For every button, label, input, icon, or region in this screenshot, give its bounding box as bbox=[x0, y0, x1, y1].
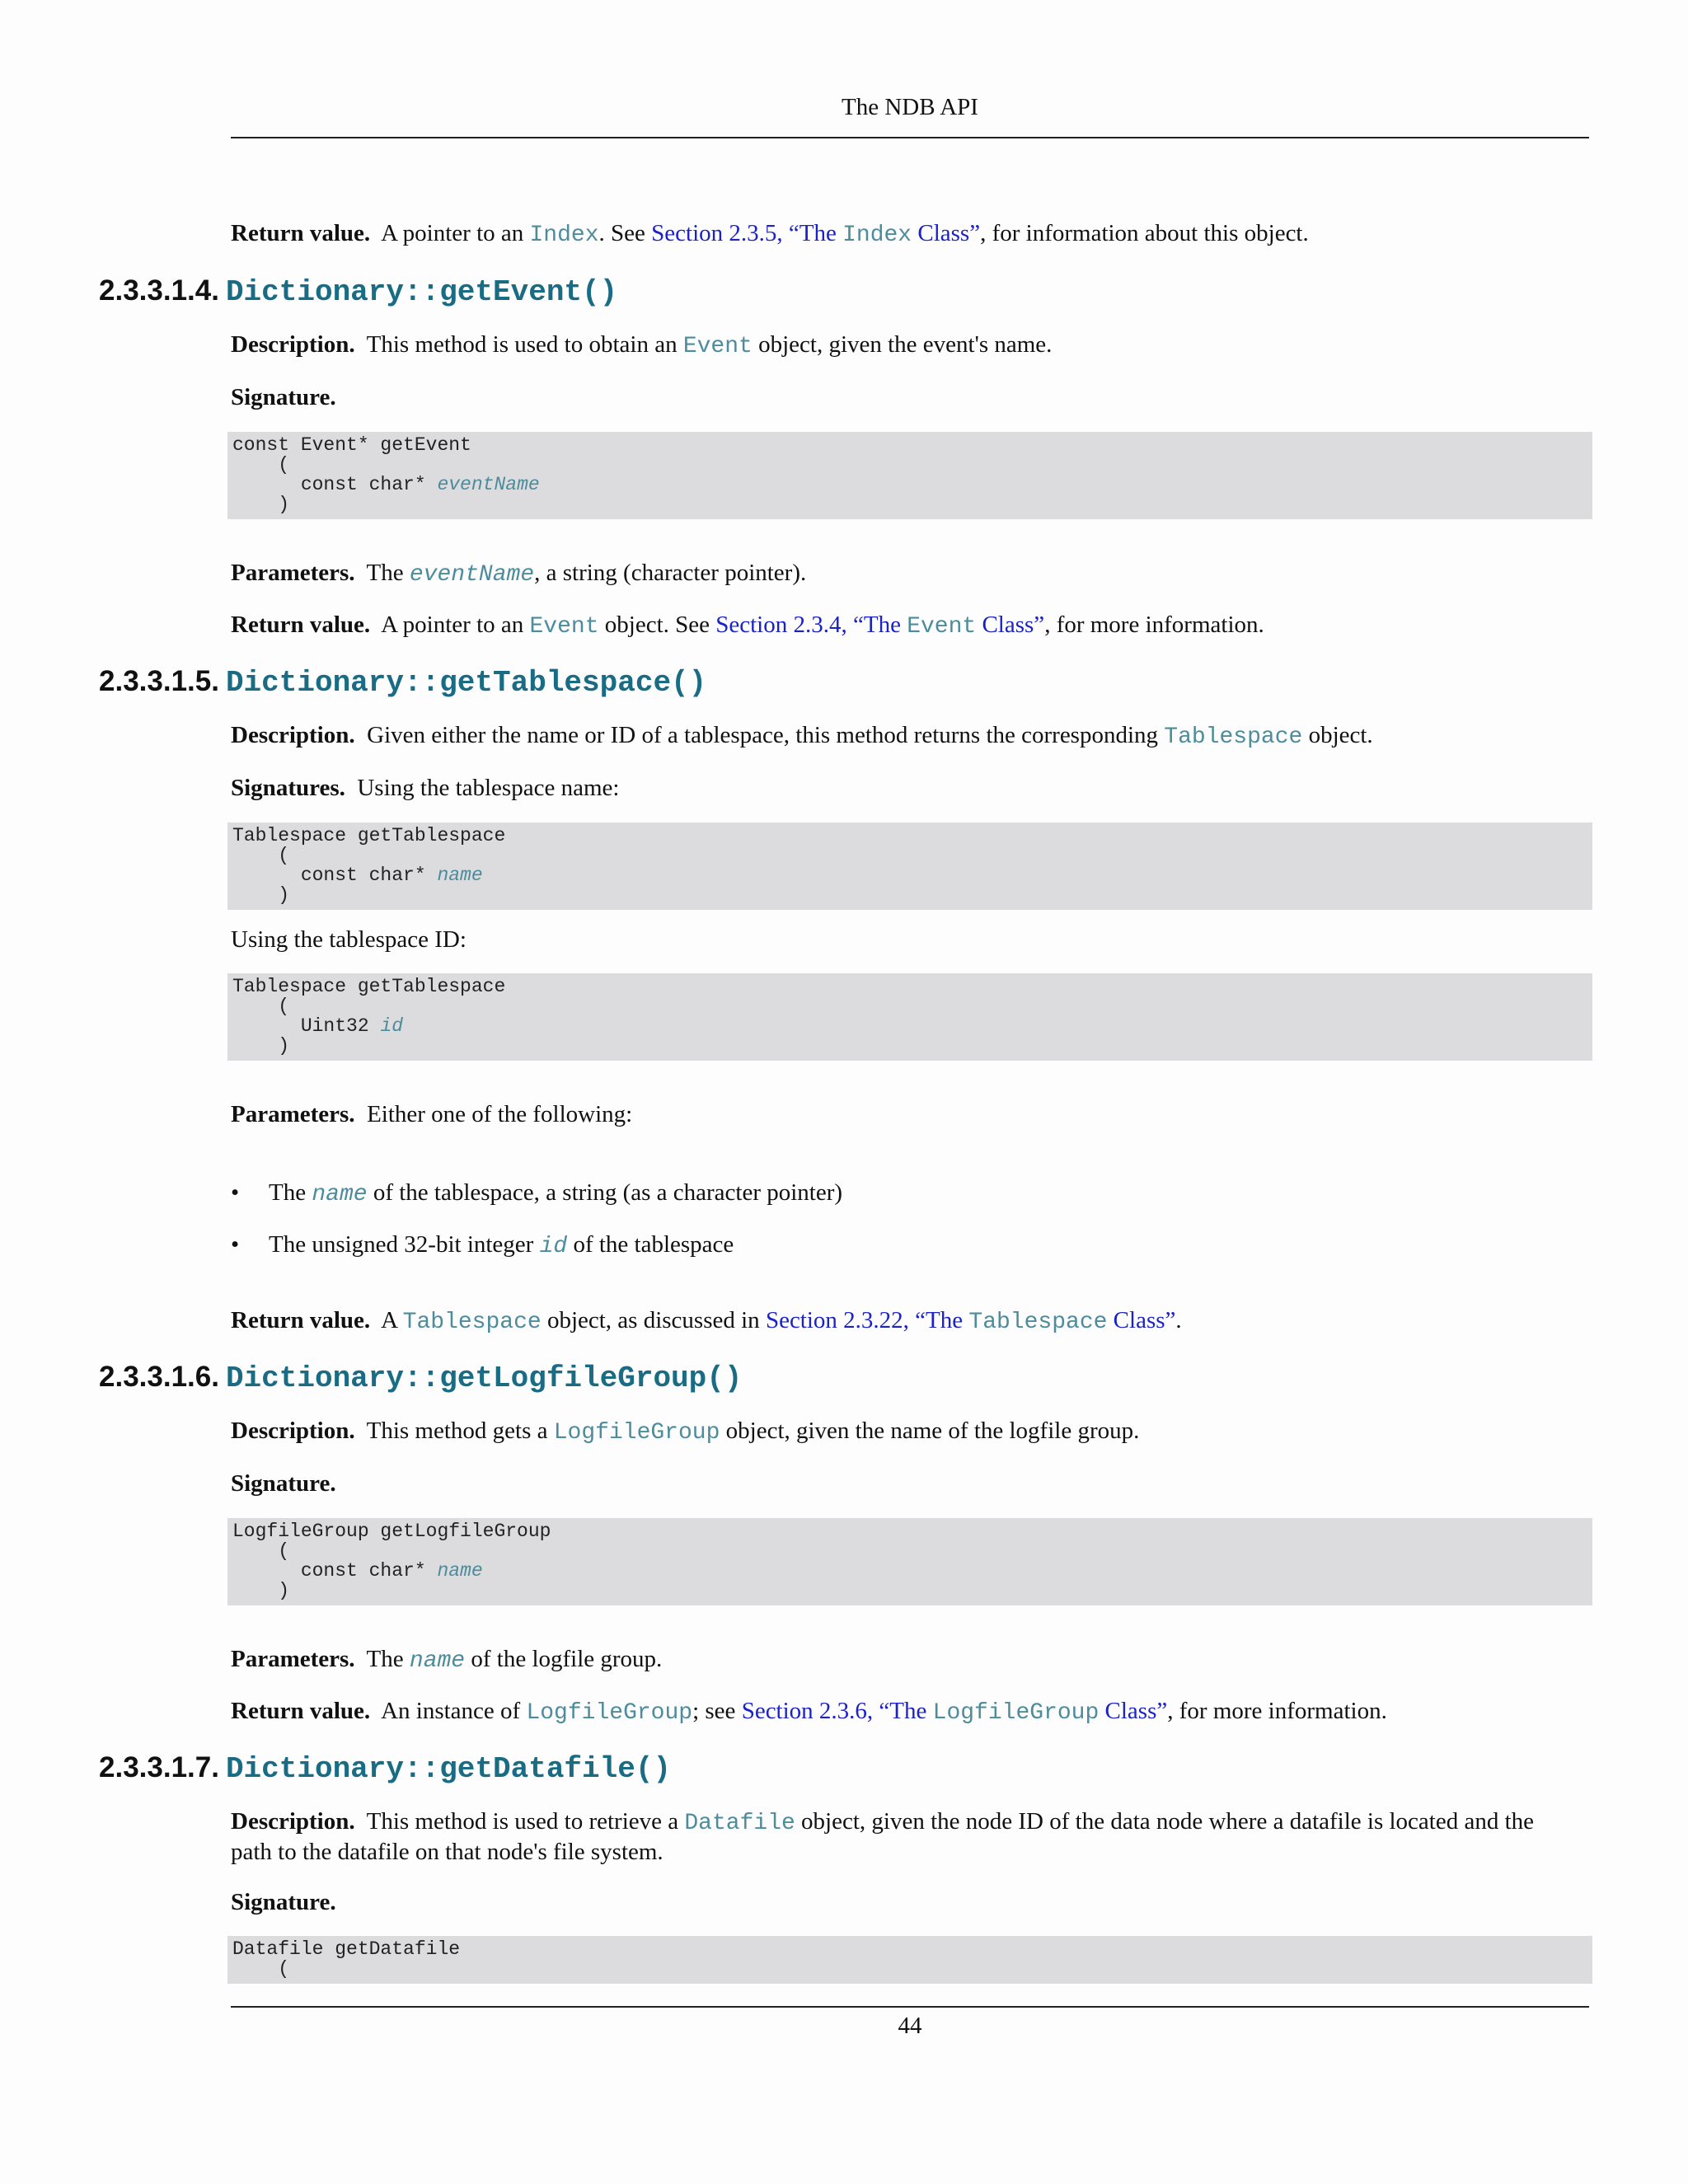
getevent-return-value bbox=[231, 611, 1566, 641]
text: Using the tablespace name: bbox=[357, 775, 620, 801]
section-title: Dictionary::getEvent() bbox=[225, 275, 618, 309]
label: Signatures. bbox=[231, 775, 345, 801]
code-param: name bbox=[437, 1560, 483, 1582]
text: A bbox=[381, 1307, 403, 1333]
label: Signature. bbox=[231, 384, 336, 410]
getdatafile-description bbox=[231, 1807, 1566, 1866]
code-block-getdatafile bbox=[227, 1936, 1592, 1984]
section-link-event[interactable]: Section 2.3.4, “The Event Class” bbox=[715, 612, 1045, 640]
label: Signature. bbox=[231, 1889, 336, 1915]
text: A pointer to an bbox=[381, 220, 530, 246]
inline-code: Tablespace bbox=[1164, 724, 1303, 750]
text: ; see bbox=[692, 1698, 742, 1724]
code-line: ( bbox=[232, 845, 290, 866]
code-block-getlogfilegroup bbox=[227, 1518, 1592, 1605]
page-header: The NDB API bbox=[842, 94, 978, 120]
inline-code: Index bbox=[529, 223, 599, 248]
text: This method is used to retrieve a bbox=[366, 1808, 685, 1835]
param-code: name bbox=[409, 1648, 466, 1674]
text: Either one of the following: bbox=[367, 1101, 633, 1127]
code-param: name bbox=[437, 865, 483, 886]
label: Signature. bbox=[231, 1470, 336, 1497]
code-line: const char* name bbox=[232, 1560, 483, 1582]
inline-code: LogfileGroup bbox=[553, 1420, 720, 1446]
label: Return value. bbox=[231, 220, 371, 246]
code-block-gettablespace-name bbox=[227, 823, 1592, 910]
code-line: ( bbox=[232, 1958, 290, 1980]
code-line: const char* eventName bbox=[232, 474, 540, 495]
code-block-gettablespace-id bbox=[227, 973, 1592, 1061]
gettablespace-return-value bbox=[231, 1306, 1566, 1337]
section-number: 2.3.3.1.5. bbox=[99, 665, 219, 697]
getlogfilegroup-return-value bbox=[231, 1697, 1566, 1727]
text: A pointer to an bbox=[381, 612, 530, 638]
code-line: ( bbox=[232, 996, 290, 1017]
code-param: eventName bbox=[437, 474, 540, 495]
text: object. bbox=[1302, 722, 1373, 748]
label: Description. bbox=[231, 331, 355, 358]
section-link-tablespace[interactable]: Section 2.3.22, “The Tablespace Class” bbox=[765, 1307, 1176, 1335]
inline-code: Event bbox=[682, 334, 753, 359]
section-link-index[interactable]: Section 2.3.5, “The Index Class” bbox=[651, 220, 981, 248]
text: The bbox=[366, 560, 410, 586]
text: , for more information. bbox=[1167, 1698, 1387, 1724]
label: Parameters. bbox=[231, 1101, 355, 1127]
text: . See bbox=[598, 220, 652, 246]
text: object, given the event's name. bbox=[752, 331, 1053, 358]
label: Description. bbox=[231, 722, 355, 748]
text: This method is used to obtain an bbox=[366, 331, 683, 358]
text: , for more information. bbox=[1044, 612, 1264, 638]
code-line: ( bbox=[232, 454, 290, 476]
label: Return value. bbox=[231, 612, 371, 638]
text: object, given the node ID of the data node where a datafile is located and the path to the datafile on that node's file system. bbox=[231, 1808, 1535, 1865]
text: Given either the name or ID of a tablespace, this method returns the corresponding bbox=[367, 722, 1165, 748]
label: Return value. bbox=[231, 1698, 371, 1724]
text: , for information about this object. bbox=[980, 220, 1309, 246]
inline-code: Event bbox=[529, 614, 599, 640]
text: object. See bbox=[598, 612, 716, 638]
section-link-logfilegroup[interactable]: Section 2.3.6, “The LogfileGroup Class” bbox=[741, 1698, 1168, 1726]
section-heading-getdatafile bbox=[99, 1750, 1582, 1788]
gettablespace-signatures bbox=[231, 774, 1566, 802]
code-line: Datafile getDatafile bbox=[232, 1938, 461, 1960]
section-number: 2.3.3.1.6. bbox=[99, 1361, 219, 1393]
section-title: Dictionary::getLogfileGroup() bbox=[225, 1361, 743, 1395]
inline-code: Datafile bbox=[684, 1811, 795, 1836]
getevent-description bbox=[231, 330, 1566, 361]
text: , a string (character pointer). bbox=[534, 560, 807, 586]
code-line: Tablespace getTablespace bbox=[232, 976, 506, 997]
text: Using the tablespace ID: bbox=[231, 926, 467, 953]
list-item-text: The name of the tablespace, a string (as a character pointer) bbox=[269, 1179, 843, 1207]
code-block-getevent bbox=[227, 432, 1592, 519]
param-code: eventName bbox=[409, 562, 535, 588]
code-line: ) bbox=[232, 1580, 290, 1601]
intro-return-value bbox=[231, 219, 1566, 250]
section-title: Dictionary::getTablespace() bbox=[225, 666, 707, 700]
section-number: 2.3.3.1.4. bbox=[99, 274, 219, 307]
inline-code: Tablespace bbox=[402, 1310, 542, 1335]
label: Parameters. bbox=[231, 1646, 355, 1672]
text: . bbox=[1175, 1307, 1182, 1333]
list-item-text: The unsigned 32-bit integer id of the tablespace bbox=[269, 1231, 734, 1259]
bullet-icon: • bbox=[231, 1179, 240, 1206]
bullet-icon: • bbox=[231, 1231, 240, 1258]
getevent-signature-label bbox=[231, 383, 1566, 411]
label: Description. bbox=[231, 1808, 355, 1835]
page-number: 44 bbox=[898, 2013, 922, 2039]
label: Return value. bbox=[231, 1307, 371, 1333]
code-line: Uint32 id bbox=[232, 1015, 404, 1037]
section-title: Dictionary::getDatafile() bbox=[225, 1752, 672, 1786]
text: of the logfile group. bbox=[465, 1646, 663, 1672]
section-heading-getevent bbox=[99, 273, 1582, 311]
section-number: 2.3.3.1.7. bbox=[99, 1751, 219, 1783]
code-line: Tablespace getTablespace bbox=[232, 825, 506, 846]
getlogfilegroup-signature-label bbox=[231, 1469, 1566, 1497]
text: object, as discussed in bbox=[541, 1307, 766, 1333]
text: The bbox=[366, 1646, 410, 1672]
getevent-parameters bbox=[231, 559, 1566, 589]
label: Description. bbox=[231, 1418, 355, 1444]
footer-rule bbox=[231, 2006, 1589, 2008]
code-line: ) bbox=[232, 884, 290, 906]
section-heading-gettablespace bbox=[99, 663, 1582, 701]
label: Parameters. bbox=[231, 560, 355, 586]
code-param: id bbox=[380, 1015, 404, 1037]
section-heading-getlogfilegroup bbox=[99, 1359, 1582, 1397]
getlogfilegroup-description bbox=[231, 1417, 1566, 1447]
code-line: const char* name bbox=[232, 865, 483, 886]
getlogfilegroup-parameters bbox=[231, 1645, 1566, 1675]
code-line: ( bbox=[232, 1540, 290, 1562]
code-line: ) bbox=[232, 1035, 290, 1057]
inline-code: LogfileGroup bbox=[526, 1700, 693, 1726]
text: This method gets a bbox=[366, 1418, 554, 1444]
gettablespace-using-id bbox=[231, 926, 1566, 954]
code-line: LogfileGroup getLogfileGroup bbox=[232, 1521, 551, 1542]
gettablespace-parameters bbox=[231, 1100, 1566, 1128]
getdatafile-signature-label bbox=[231, 1888, 1566, 1916]
text: object, given the name of the logfile group. bbox=[720, 1418, 1140, 1444]
text: An instance of bbox=[381, 1698, 527, 1724]
code-line: ) bbox=[232, 494, 290, 515]
header-rule bbox=[231, 137, 1589, 138]
code-line: const Event* getEvent bbox=[232, 434, 471, 456]
gettablespace-description bbox=[231, 721, 1566, 752]
